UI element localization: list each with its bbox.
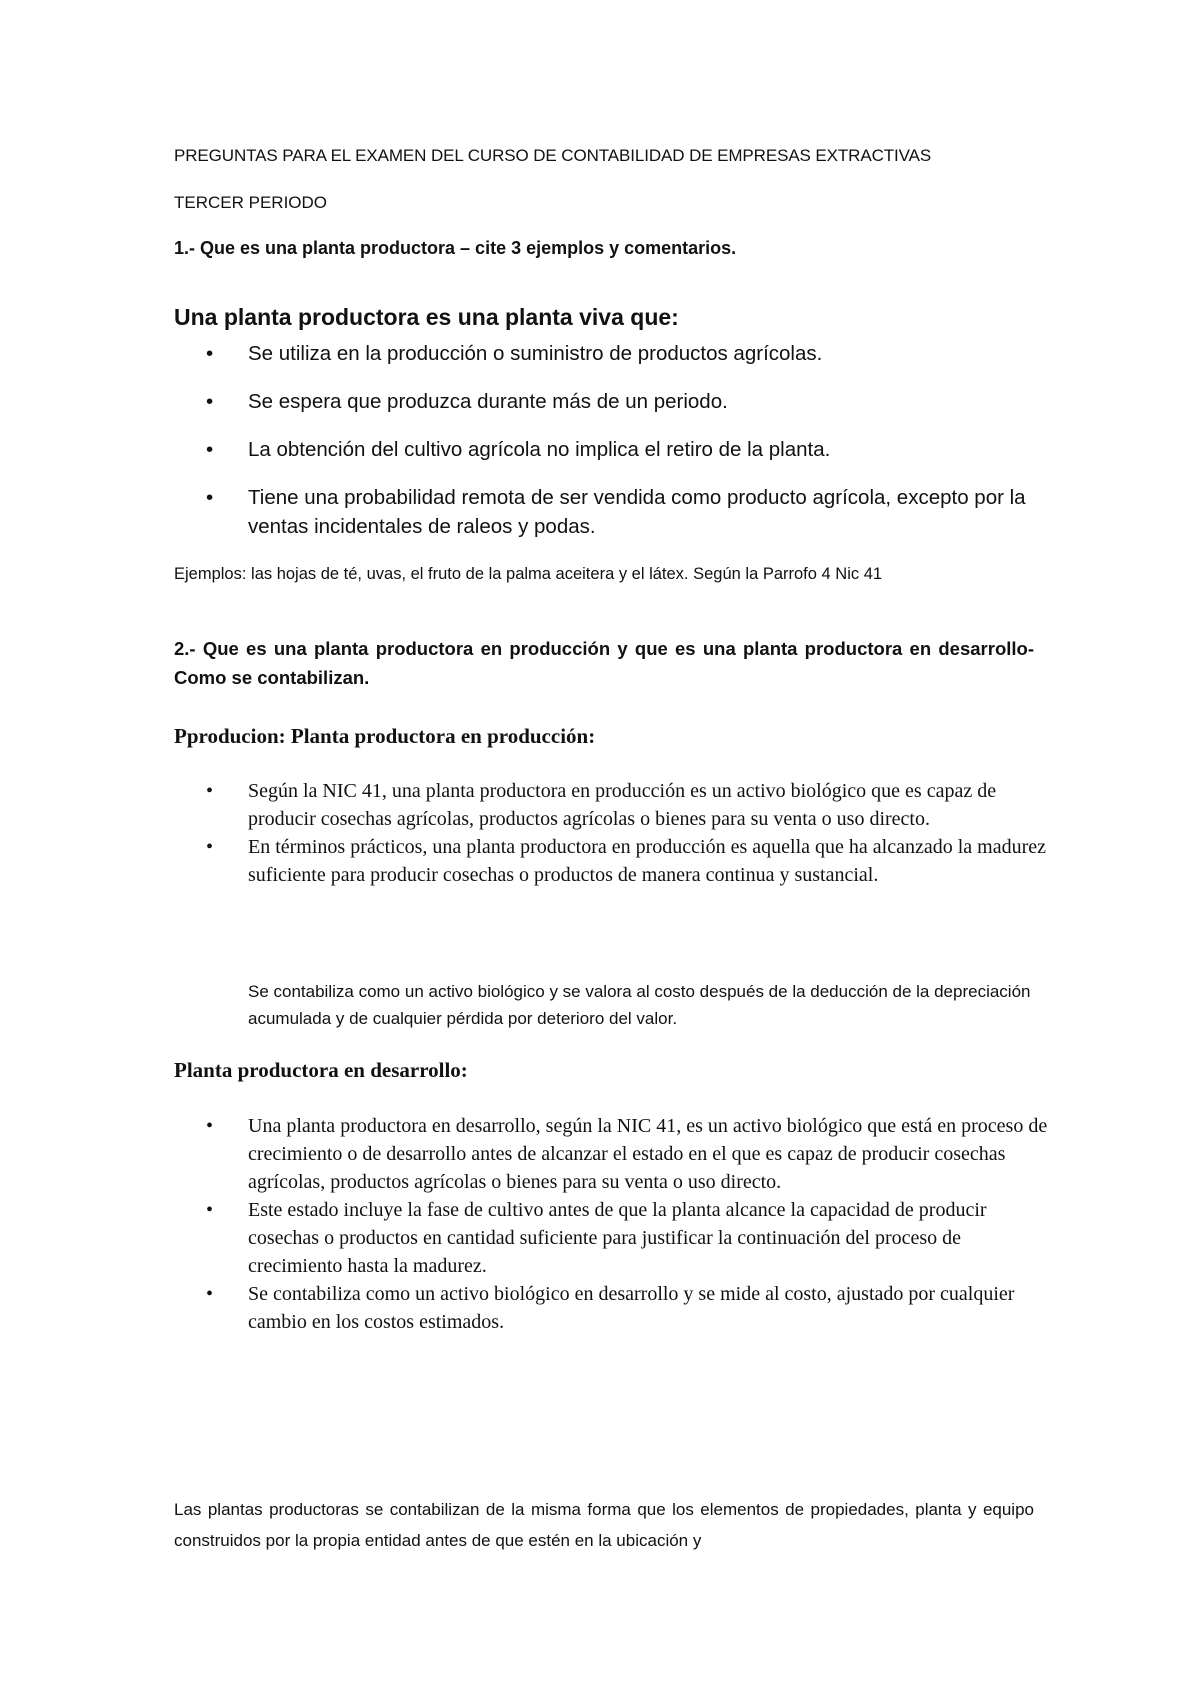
list-item-text: La obtención del cultivo agrícola no implica el retiro de la planta. bbox=[248, 438, 831, 461]
list-item-text: Una planta productora en desarrollo, según la NIC 41, es un activo biológico que está en proceso de crecimiento o de desarrollo antes de alcanzar el estado en el que es capaz de producir cosechas agrícolas, productos agrícolas o bienes para su venta o uso directo. bbox=[248, 1115, 1048, 1193]
closing-paragraph: Las plantas productoras se contabilizan de la misma forma que los elementos de propiedades, planta y equipo construidos por la propia entidad antes de que estén en la ubicación y bbox=[174, 1500, 1034, 1550]
list-item bbox=[200, 1196, 1060, 1280]
list-item-text: En términos prácticos, una planta productora en producción es aquella que ha alcanzado la madurez suficiente para producir cosechas o productos de manera continua y sustancial. bbox=[248, 836, 1046, 886]
document-subtitle: TERCER PERIODO bbox=[174, 193, 328, 212]
list-item bbox=[200, 435, 1060, 464]
list-item bbox=[200, 483, 1060, 541]
list-item-text: Se contabiliza como un activo biológico en desarrollo y se mide al costo, ajustado por cualquier cambio en los costos estimados. bbox=[248, 1283, 1015, 1333]
production-list bbox=[200, 777, 1060, 889]
examples-paragraph: Ejemplos: las hojas de té, uvas, el fruto de la palma aceitera y el látex. Según la Parrofo 4 Nic 41 bbox=[174, 565, 883, 583]
bullet-icon: • bbox=[206, 486, 214, 509]
list-item bbox=[200, 777, 1060, 833]
bullet-icon: • bbox=[206, 780, 214, 802]
list-item bbox=[200, 1280, 1060, 1336]
bullet-icon: • bbox=[206, 1283, 214, 1305]
development-heading: Planta productora en desarrollo: bbox=[174, 1058, 468, 1082]
bullet-icon: • bbox=[206, 390, 214, 413]
list-item bbox=[200, 1112, 1060, 1196]
bullet-icon: • bbox=[206, 836, 214, 858]
bullet-icon: • bbox=[206, 1199, 214, 1221]
production-note: Se contabiliza como un activo biológico y se valora al costo después de la deducción de la depreciación acumulada y de cualquier pérdida por deterioro del valor. bbox=[248, 982, 1031, 1028]
definition-list bbox=[200, 339, 1060, 560]
question-2: 2.- Que es una planta productora en producción y que es una planta productora en desarrollo-Como se contabilizan. bbox=[174, 638, 1034, 688]
bullet-icon: • bbox=[206, 438, 214, 461]
development-list bbox=[200, 1112, 1060, 1336]
document-title: PREGUNTAS PARA EL EXAMEN DEL CURSO DE CONTABILIDAD DE EMPRESAS EXTRACTIVAS bbox=[174, 146, 932, 165]
list-item-text: Tiene una probabilidad remota de ser vendida como producto agrícola, excepto por la ventas incidentales de raleos y podas. bbox=[248, 486, 1026, 538]
definition-heading: Una planta productora es una planta viva que: bbox=[174, 304, 679, 330]
list-item-text: Según la NIC 41, una planta productora en producción es un activo biológico que es capaz de producir cosechas agrícolas, productos agrícolas o bienes para su venta o uso directo. bbox=[248, 780, 997, 830]
list-item bbox=[200, 833, 1060, 889]
bullet-icon: • bbox=[206, 1115, 214, 1137]
question-1: 1.- Que es una planta productora – cite 3 ejemplos y comentarios. bbox=[174, 238, 737, 258]
list-item bbox=[200, 339, 1060, 368]
list-item-text: Se utiliza en la producción o suministro de productos agrícolas. bbox=[248, 342, 823, 365]
list-item-text: Se espera que produzca durante más de un periodo. bbox=[248, 390, 728, 413]
bullet-icon: • bbox=[206, 342, 214, 365]
list-item-text: Este estado incluye la fase de cultivo antes de que la planta alcance la capacidad de producir cosechas o productos en cantidad suficiente para justificar la continuación del proceso de crecimiento hasta la madurez. bbox=[248, 1199, 987, 1277]
production-heading: Pproducion: Planta productora en producción: bbox=[174, 724, 596, 748]
list-item bbox=[200, 387, 1060, 416]
